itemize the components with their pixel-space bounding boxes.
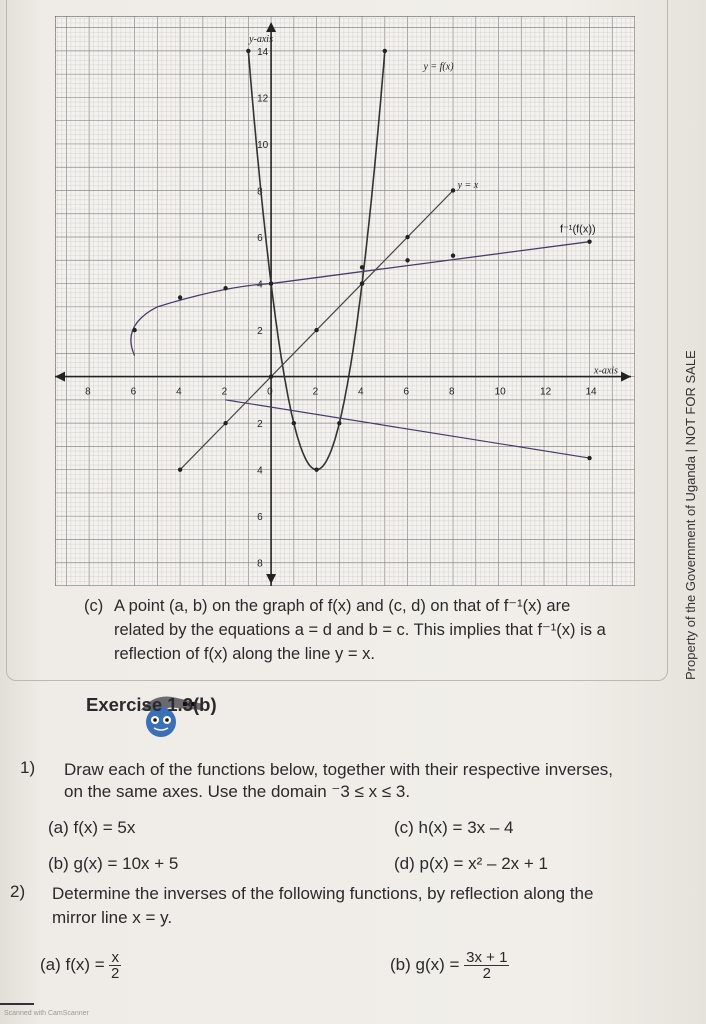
note-label: (c) xyxy=(84,597,104,615)
q2-part-a xyxy=(40,950,121,981)
series-inverse-point xyxy=(223,286,227,290)
label-f: y = f(x) xyxy=(423,61,454,73)
series-identity-point xyxy=(223,421,227,425)
series-f-point xyxy=(314,467,318,471)
series-f-point xyxy=(292,421,296,425)
scanner-watermark: Scanned with CamScanner xyxy=(4,1010,89,1017)
y-tick-label: 2 xyxy=(257,419,263,431)
q1-line2: on the same axes. Use the domain ⁻3 ≤ x ≤ 3. xyxy=(64,782,411,801)
q2-line2: mirror line x = y. xyxy=(52,908,173,927)
series-inverse-point xyxy=(132,328,136,332)
exercise-title: Exercise 1.3(b) xyxy=(86,694,217,715)
note-line1: A point (a, b) on the graph of f(x) and (c, d) on that of f⁻¹(x) are xyxy=(114,597,571,615)
y-tick-label: 10 xyxy=(257,139,269,151)
x-tick-label: 4 xyxy=(176,386,182,398)
series-identity-point xyxy=(360,281,364,285)
x-tick-label: 8 xyxy=(449,386,455,398)
y-tick-label: 12 xyxy=(257,93,269,105)
x-tick-label: 2 xyxy=(312,386,319,398)
y-tick-label: 6 xyxy=(257,512,263,524)
x-tick-label: 8 xyxy=(85,386,91,398)
label-inverse: f⁻¹(f(x)) xyxy=(559,223,596,236)
q2-a-prefix: (a) f(x) = xyxy=(40,954,105,974)
y-tick-label: 14 xyxy=(257,46,269,58)
x-tick-label: 6 xyxy=(403,386,410,398)
q2-a-numerator: x xyxy=(111,949,119,966)
series-inverse-point xyxy=(178,295,182,299)
q1-part-c: (c) h(x) = 3x – 4 xyxy=(394,818,514,837)
y-tick-label: 8 xyxy=(257,558,263,570)
y-axis-label: y-axis xyxy=(249,34,273,45)
page-footer-rule xyxy=(0,1003,34,1005)
series-inverse-point xyxy=(451,253,455,257)
y-tick-label: 2 xyxy=(257,326,263,338)
note-line3: reflection of f(x) along the line y = x. xyxy=(114,645,375,663)
extra-line-point xyxy=(587,456,591,460)
x-tick-label: 6 xyxy=(130,386,137,398)
q2-b-numerator: 3x + 1 xyxy=(466,949,508,966)
y-tick-label: 4 xyxy=(257,465,263,477)
q1-number: 1) xyxy=(20,758,36,777)
q1-part-b: (b) g(x) = 10x + 5 xyxy=(48,854,179,873)
q2-number: 2) xyxy=(10,882,26,901)
series-inverse-point xyxy=(587,239,591,243)
series-identity-point xyxy=(314,328,318,332)
series-identity-point xyxy=(451,188,455,192)
q1-part-d: (d) p(x) = x² – 2x + 1 xyxy=(394,854,548,873)
q2-a-denominator: 2 xyxy=(111,965,120,982)
q2-part-b xyxy=(390,950,509,981)
series-identity-point xyxy=(405,235,409,239)
note-c xyxy=(84,594,664,666)
q2-b-prefix: (b) g(x) = xyxy=(390,954,460,974)
side-copyright-text: Property of the Government of Uganda | NOT FOR SALE xyxy=(683,350,698,680)
note-line2: related by the equations a = d and b = c. This implies that f⁻¹(x) is a xyxy=(114,621,606,639)
series-f-point xyxy=(246,49,250,53)
x-tick-label: 4 xyxy=(358,386,364,398)
q2-a-fraction xyxy=(109,950,121,981)
x-tick-label: 10 xyxy=(494,386,506,398)
function-graph xyxy=(55,16,635,586)
q1-line1: Draw each of the functions below, together with their respective inverses, xyxy=(64,760,614,779)
series-identity-point xyxy=(269,374,273,378)
series-inverse-point xyxy=(405,258,409,262)
series-inverse-point xyxy=(269,281,273,285)
y-tick-label: 8 xyxy=(257,186,263,198)
label-identity: y = x xyxy=(457,180,479,192)
x-tick-label: 12 xyxy=(540,386,552,398)
x-tick-label: 14 xyxy=(585,386,597,398)
x-tick-label: 0 xyxy=(267,386,273,398)
series-inverse-point xyxy=(360,265,364,269)
series-f-point xyxy=(383,49,387,53)
series-f-point xyxy=(337,421,341,425)
q2-b-fraction xyxy=(464,950,509,981)
y-tick-label: 4 xyxy=(257,279,263,291)
q2-line1: Determine the inverses of the following functions, by reflection along the xyxy=(52,884,594,903)
q1-part-a: (a) f(x) = 5x xyxy=(48,818,136,837)
q2-b-denominator: 2 xyxy=(482,965,491,982)
series-identity-point xyxy=(178,467,182,471)
y-tick-label: 6 xyxy=(257,233,263,245)
x-axis-label: x-axis xyxy=(594,365,618,377)
x-tick-label: 2 xyxy=(221,386,228,398)
